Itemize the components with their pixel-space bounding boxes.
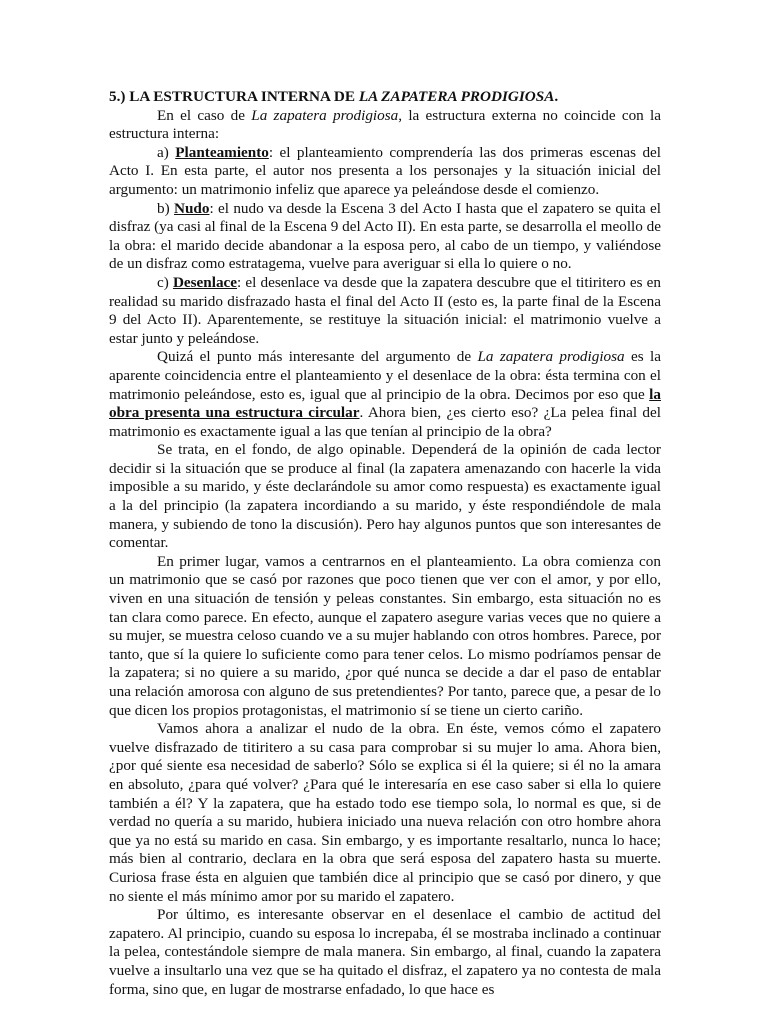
section-planteamiento — [109, 144, 661, 200]
title-work-name: LA ZAPATERA PRODIGIOSA — [358, 88, 555, 105]
body-paragraph-opinion: Se trata, en el fondo, de algo opinable. Dependerá de la opinión de cada lector decidir si la situación que se produce al final (la zapatera amenazando con hacerle la vida imposible a su marido, y éste declarándole su amor como respuesta) es exactamente igual a la del principio (la zapatera incordiando a su marido, y éste respondiéndole de mala manera, y subiendo de tono la discusión). Pero hay algunos puntos que son interesantes de comentar. — [109, 441, 661, 552]
section-prefix: b) — [157, 199, 174, 217]
intro-work-name: La zapatera prodigiosa — [251, 106, 399, 124]
section-desenlace — [109, 274, 661, 348]
body-paragraph-nudo: Vamos ahora a analizar el nudo de la obra. En éste, vemos cómo el zapatero vuelve disfrazado de titiritero a su casa para comprobar si su mujer lo ama. Ahora bien, ¿por qué siente esa necesidad de saberlo? Sólo se explica si él la quiere; si él no la amara en absoluto, ¿para qué volver? ¿Para qué le interesaría en ese caso saber si ella lo quiere también a él? Y la zapatera, que ha estado todo ese tiempo sola, lo normal es que, si de verdad no quería a su marido, hubiera iniciado una nueva relación con otro hombre ahora que ya no está su marido en casa. Sin embargo, y es importante resaltarlo, nunca lo hace; más bien al contrario, declara en la obra que será esposa del zapatero hasta su muerte. Curiosa frase ésta en alguien que también dice al principio que se casó por dinero, y que no siente el más mínimo amor por su marido el zapatero. — [109, 720, 661, 905]
title-prefix: 5.) LA ESTRUCTURA INTERNA DE — [109, 88, 359, 105]
circular-text-a: Quizá el punto más interesante del argumento de — [157, 348, 478, 366]
circular-structure-emphasis: la obra presenta una estructura circular — [109, 385, 661, 422]
body-paragraph-planteamiento: En primer lugar, vamos a centrarnos en el planteamiento. La obra comienza con un matrimonio que se casó por razones que poco tienen que ver con el amor, y por ello, viven en una situación de tensión y peleas constantes. Sin embargo, esta situación no es tan clara como parece. En efecto, aunque el zapatero asegure varias veces que no quiere a su mujer, se muestra celoso cuando ve a su mujer hablando con otros hombres. Parece, por tanto, que sí la quiere lo suficiente como para tener celos. Lo mismo podríamos pensar de la zapatera; si no quiere a su marido, ¿por qué nunca se decide a dar el paso de entablar una relación amorosa con alguno de sus pretendientes? Por tanto, parece que, a pesar de lo que dicen los propios protagonistas, el matrimonio sí se tiene un cierto cariño. — [109, 552, 661, 719]
circular-work-name: La zapatera prodigiosa — [477, 348, 625, 366]
section-text: : el planteamiento comprendería las dos primeras escenas del Acto I. En esta parte, el autor nos presenta a los personajes y la situación inicial del argumento: un matrimonio infeliz que aparece ya peleándose desde el comienzo. — [109, 143, 661, 198]
section-label: Planteamiento — [175, 143, 269, 161]
section-label: Nudo — [174, 199, 210, 217]
intro-text-b: , la estructura externa no coincide con la estructura interna: — [109, 106, 661, 143]
circular-text-c: . Ahora bien, ¿es cierto eso? ¿La pelea final del matrimonio es exactamente igual a las que tenían al principio de la obra? — [109, 404, 661, 440]
section-nudo — [109, 200, 661, 274]
section-prefix: c) — [157, 273, 173, 291]
circular-text-b: es la aparente coincidencia entre el planteamiento y el desenlace de la obra: ésta termina con el matrimonio peleándose, esto es, igual que al principio de la obra. Decimos por eso que — [109, 348, 661, 403]
title-period: . — [554, 88, 559, 105]
section-prefix: a) — [157, 143, 176, 161]
intro-paragraph — [109, 107, 661, 144]
section-label: Desenlace — [172, 273, 238, 291]
section-title — [109, 88, 661, 107]
body-paragraph-desenlace: Por último, es interesante observar en el desenlace el cambio de actitud del zapatero. Al principio, cuando su esposa lo increpaba, él se mostraba inclinado a continuar la pelea, contestándole siempre de mala manera. Sin embargo, al final, cuando la zapatera vuelve a insultarlo una vez que se ha quitado el disfraz, el zapatero ya no contesta de mala forma, sino que, en lugar de mostrarse enfadado, lo que hace es — [109, 906, 661, 998]
section-text: : el desenlace va desde que la zapatera descubre que el titiritero es en realidad su marido disfrazado hasta el final del Acto II (esto es, la parte final de la Escena 9 del Acto II). Aparentemente, se restituye la situación inicial: el matrimonio vuelve a estar junto y peleándose. — [109, 273, 661, 347]
circular-structure-paragraph — [109, 348, 661, 441]
intro-text-a: En el caso de — [157, 106, 252, 124]
section-text: : el nudo va desde la Escena 3 del Acto I hasta que el zapatero se quita el disfraz (ya casi al final de la Escena 9 del Acto II). En esta parte, se desarrolla el meollo de la obra: el marido decide abandonar a la esposa pero, al cabo de un tiempo, y valiéndose de un disfraz como estratagema, vuelve para averiguar si ella lo quiere o no. — [109, 199, 662, 273]
